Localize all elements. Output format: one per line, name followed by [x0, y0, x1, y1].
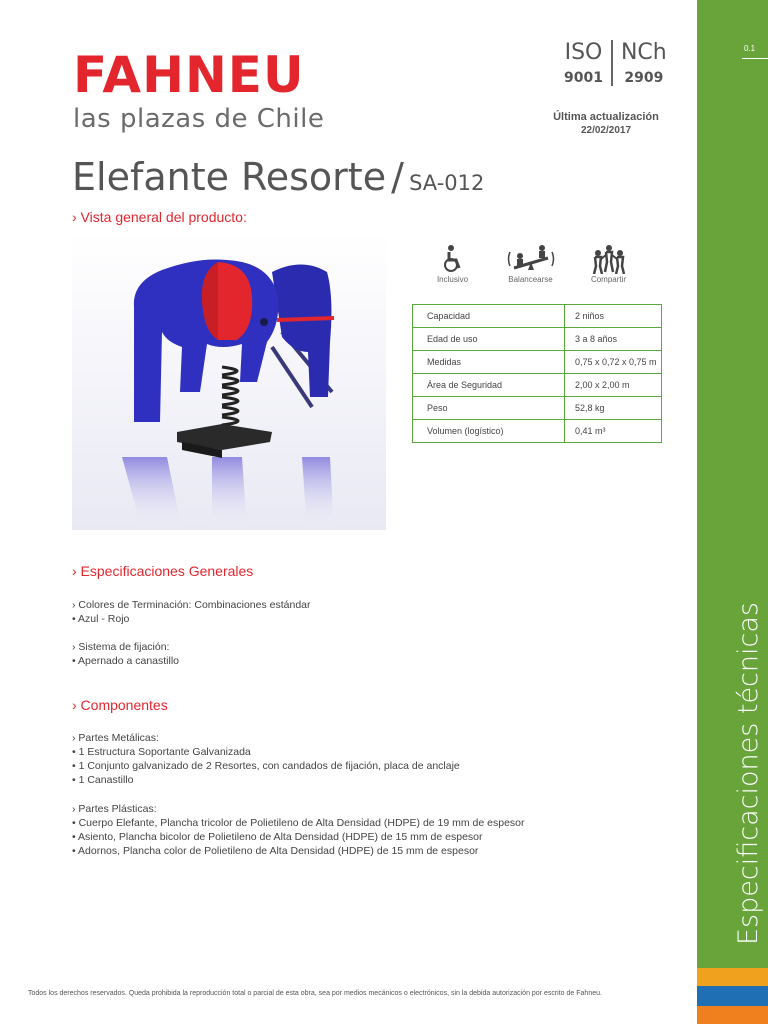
list-item: • Adornos, Plancha color de Polietileno de Alta Densidad (HDPE) de 15 mm de espesor [72, 845, 479, 857]
page-number: 0.1 [744, 44, 756, 53]
certifications [556, 40, 675, 86]
table-row [413, 397, 662, 420]
colors-label: › Colores de Terminación: Combinaciones estándar [72, 599, 311, 611]
sidebar [697, 0, 768, 1024]
logo-wordmark: FAHNEU [73, 46, 305, 104]
colors-item: • Azul - Rojo [72, 613, 130, 625]
spec-value: 0,41 m³ [565, 420, 662, 443]
spec-value: 3 a 8 años [565, 328, 662, 351]
logo-tagline: las plazas de Chile [73, 104, 325, 134]
plastic-parts-block [72, 802, 525, 858]
stripe-orange [697, 968, 768, 986]
general-specs-heading: › Especificaciones Generales [72, 563, 254, 579]
feature-icons [426, 244, 660, 284]
fahneu-logo [73, 46, 325, 134]
fixing-block [72, 640, 179, 668]
spec-label: Edad de uso [413, 328, 565, 351]
page-number-underline [742, 58, 768, 59]
table-row [413, 328, 662, 351]
spec-label: Capacidad [413, 305, 565, 328]
update-date: 22/02/2017 [580, 125, 632, 136]
spec-label: Peso [413, 397, 565, 420]
update-label: Última actualización [553, 111, 659, 123]
feature-label: Inclusivo [436, 275, 469, 284]
list-item: • Asiento, Plancha bicolor de Polietileno de Alta Densidad (HDPE) de 15 mm de espesor [72, 831, 483, 843]
cert-number: 9001 [564, 70, 603, 86]
fixing-item: • Apernado a canastillo [72, 655, 179, 667]
fixing-label: › Sistema de fijación: [72, 641, 170, 653]
cert-iso [556, 40, 611, 86]
table-row [413, 305, 662, 328]
cert-number: 2909 [624, 70, 664, 86]
plastic-parts-label: › Partes Plásticas: [72, 803, 157, 815]
overview-heading: › Vista general del producto: [72, 209, 247, 225]
spec-value: 2 niños [565, 305, 662, 328]
table-row [413, 374, 662, 397]
feature-inclusive [426, 244, 479, 284]
feature-balance [504, 244, 557, 284]
product-code: SA-012 [409, 171, 485, 195]
copyright-footer: Todos los derechos reservados. Queda prohibida la reproducción total o parcial de esta obra, sea por medios mecánicos o electrónicos, sin la debida autorización por escrito de Fahneu. [28, 990, 602, 997]
page-title [72, 155, 484, 199]
spec-value: 0,75 x 0,72 x 0,75 m [565, 351, 662, 374]
list-item: • 1 Estructura Soportante Galvanizada [72, 746, 251, 758]
list-item: • 1 Canastillo [72, 774, 134, 786]
title-separator: / [391, 155, 404, 199]
spec-label: Volumen (logístico) [413, 420, 565, 443]
stripe-blue [697, 986, 768, 1006]
feature-label: Balancearse [508, 275, 553, 284]
metal-parts-block [72, 731, 460, 787]
stripe-orange-bottom [697, 1006, 768, 1024]
table-row [413, 420, 662, 443]
components-heading: › Componentes [72, 697, 168, 713]
list-item: • Cuerpo Elefante, Plancha tricolor de Polietileno de Alta Densidad (HDPE) de 19 mm de espesor [72, 817, 525, 829]
spec-table [412, 304, 662, 443]
feature-share [582, 244, 635, 284]
cert-nch [611, 40, 675, 86]
colors-block [72, 598, 311, 626]
wheelchair-icon [442, 244, 464, 274]
feature-label: Compartir [590, 275, 627, 284]
table-row [413, 351, 662, 374]
seesaw-icon [506, 244, 556, 274]
people-icon [591, 244, 627, 274]
last-update [540, 110, 672, 138]
cert-name: NCh [620, 40, 667, 65]
list-item: • 1 Conjunto galvanizado de 2 Resortes, con candados de fijación, placa de anclaje [72, 760, 460, 772]
sidebar-title: Especificaciones técnicas [733, 602, 764, 945]
metal-parts-label: › Partes Metálicas: [72, 732, 159, 744]
product-name: Elefante Resorte [72, 155, 387, 199]
spec-value: 2,00 x 2,00 m [565, 374, 662, 397]
product-image [72, 232, 386, 530]
cert-name: ISO [564, 40, 603, 65]
spec-label: Área de Seguridad [413, 374, 565, 397]
spec-value: 52,8 kg [565, 397, 662, 420]
spec-label: Medidas [413, 351, 565, 374]
